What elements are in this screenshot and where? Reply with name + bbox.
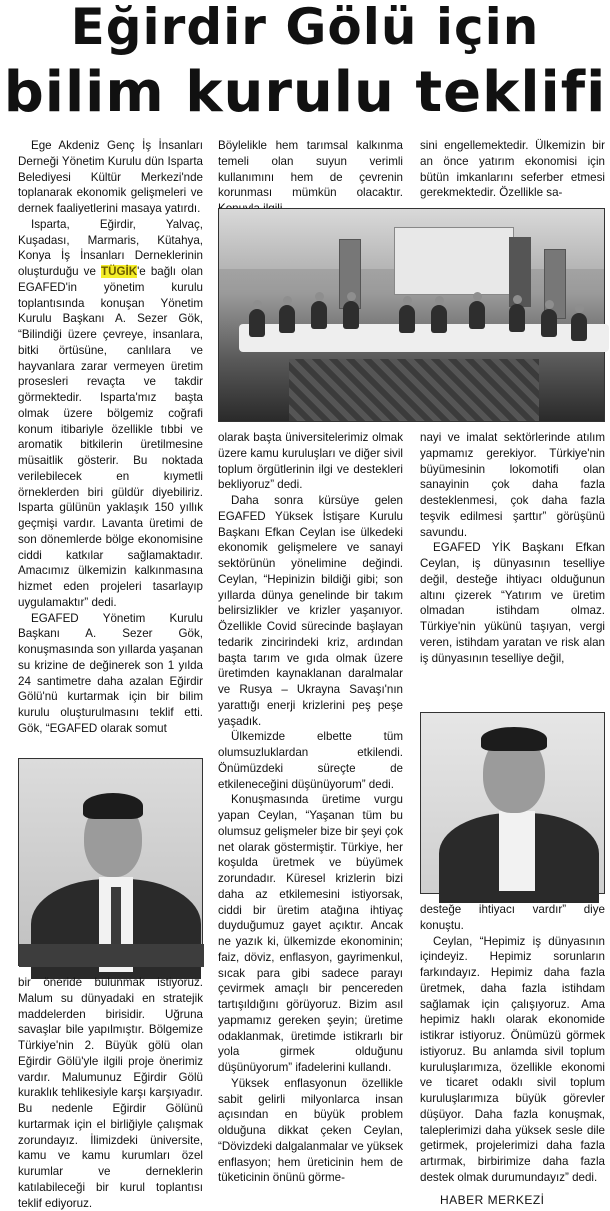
headline-line-1: Eğirdir Gölü için bbox=[70, 0, 540, 56]
paragraph-inflation: Yüksek enflasyonun özellikle sabit gelirli milyonlarca insan açısından en büyük problem olduğuna dikkat çeken Ceylan, “Dövizdeki dalgalanmalar ve yüksek enflasyon; hem üreticinin hem de tüketicinin önünü görme- bbox=[218, 1076, 403, 1185]
paragraph-closing: Ceylan, “Hepimiz iş dünyasının içindeyiz. Hepimiz sorunların farkındayız. Hepimiz daha fazla üretmek, daha fazla istihdam sağlamak için çalışıyoruz. Ama hepimiz haklı olarak ekonomide istikrar istiyoruz. Önümüzü görmek istiyoruz. Bu anlamda sivil toplum kuruluşlarımıza, özellikle ekonomi ve ticaret odaklı sivil toplum kuruluşlarımıza büyük görevler düşüyor. Daha fazla konuşmak, taleplerimizi daha yüksek sesle dile getirmek, projelerimizi daha fazla artırmak, birbirimize daha fazla destek olmak durumundayız” dedi. bbox=[420, 934, 605, 1184]
paragraph-quote-end: desteğe ihtiyacı vardır” diye konuştu. bbox=[420, 903, 605, 932]
article-column-1-top bbox=[18, 138, 203, 746]
paragraph-intro: Ege Akdeniz Genç İş İnsanları Derneği Yönetim Kurulu dün Isparta Belediyesi Kültür Merkezi'nde toplanarak ekonomik gelişmeleri ve dernek faaliyetlerini masaya yatırdı. bbox=[18, 139, 203, 215]
article-column-2-bottom bbox=[218, 430, 403, 1211]
paragraph-production: Konuşmasında üretime vurgu yapan Ceylan, “Yaşanan tüm bu olumsuz gelişmeler bize bir şeyi çok net olarak göstermiştir. Türkiye, her koşulda üretmek ve büyümek zorundadır. Küresel krizlerin bizi daha az etkilemesini istiyorsak, ciddi bir üretim atağına ihtiyaç duyduğumuz gayet açıktır. Ancak ne yazık ki, ülkemizde ekonominin; faiz, döviz, enflasyon, gayrimenkul, sıcak para gibi sadece parayı çevirmek amaçlı bir pencereden tartışıldığını görüyoruz. Bizim asıl yapmamız gereken şeyin; üretime odaklanmak, üretimde istikrarlı bir yola girmek olduğunu düşünüyorum” ifadelerini kullandı. bbox=[218, 793, 403, 1074]
article-column-2-top bbox=[218, 138, 403, 204]
byline: HABER MERKEZİ bbox=[440, 1193, 545, 1207]
paragraph-ceylan-speech: Daha sonra kürsüye gelen EGAFED Yüksek İstişare Kurulu Başkanı Efkan Ceylan ise ülkedeki ekonomik gelişmelere ve sanayi sektörünün yönelimine değindi. Ceylan, “Hepinizin bildiği gibi; son yıllarda dünya genelinde bir takım belirsizlikler ve krizler yaşanıyor. Özellikle Covid sürecinde başlayan tedarik zincirindeki kriz, ardından başta tarım ve gıda olmak üzere üretimden kaynaklanan daralmalar ve Rusya – Ukrayna Savaşı'nın yarattığı enerji krizlerini peş peşe yaşadık. bbox=[218, 494, 403, 728]
article-column-3-bottom bbox=[420, 902, 605, 1192]
portrait-photo-sezer-gok bbox=[18, 758, 203, 966]
portrait-photo-efkan-ceylan bbox=[420, 712, 605, 894]
headline-line-2: bilim kurulu teklifi bbox=[3, 60, 607, 125]
paragraph-text: Isparta, Eğirdir, Yalvaç, Kuşadası, Marmaris, Kütahya, Konya İş İnsanları Derneklerinin oluşturduğu ve bbox=[18, 217, 203, 278]
article-column-1-bottom bbox=[18, 975, 203, 1211]
paragraph-proposal-continued: bir öneride bulunmak istiyoruz. Malum su dünyadaki en stratejik maddelerden birisidir. Uğruna savaşlar bile yapılmıştır. Bölgemize Türkiye'nin 2. Büyük gölü olan Eğirdir Gölü'yle ilgili proje önerimiz vardır. Malumunuz Eğirdir Gölü kuraklık tehlikesiyle karşı karşıyadır. Bu nedenle Eğirdir Gölünü kurtarmak için el birliğiyle çalışmak zorundayız. İlimizdeki üniversite, kamu ve kamu kurumları özel kurumlar ve derneklerin katılabileceği bir kurul toplantısı teklif ediyoruz. bbox=[18, 976, 203, 1210]
paragraph-support-not-consolation: EGAFED YİK Başkanı Efkan Ceylan, iş dünyasının teselliye değil, desteğe ihtiyacı olduğunun altını çizerek “Yatırım ve üretim olmadan istihdam olmaz. Türkiye'nin yükünü taşıyan, vergi veren, istihdam yaratan ve risk alan iş dünyasının teselliye değil, bbox=[420, 541, 605, 665]
paragraph-gok-speech bbox=[18, 217, 203, 611]
paragraph-support-call: olarak başta üniversitelerimiz olmak üzere kamu kuruluşları ve diğer sivil toplum örgütlerinin ilgi ve destekleri bekliyoruz” dedi. bbox=[218, 431, 403, 492]
meeting-photo bbox=[218, 208, 605, 422]
paragraph-continued: Böylelikle hem tarımsal kalkınma temeli olan suyun verimli kullanımını hem de çevrenin korunması mümkün olacaktır. bbox=[218, 139, 403, 200]
paragraph-continued: sini engellemektedir. Ülkemizin bir an önce yatırım ekonomisi için bütün imkanlarını seferber etmesi gerekmektedir. Özellikle sa- bbox=[420, 139, 605, 200]
paragraph-effects: Ülkemizde elbette tüm olumsuzluklardan etkilendi. Önümüzdeki süreçte de etkileneceğini düşünüyorum” dedi. bbox=[218, 730, 403, 791]
paragraph-lake-proposal: EGAFED Yönetim Kurulu Başkanı A. Sezer Gök, konuşmasında son yıllarda yaşanan su krizine de değinerek son 1 yılda 24 santimetre daha azalan Eğirdir Gölü'nü kurtarmak için bir bilim kurulu oluşturulmasını teklif etti. Gök, “EGAFED olarak somut bbox=[18, 611, 203, 735]
paragraph-industry: nayi ve imalat sektörlerinde atılım yapmamız gerekiyor. Türkiye'nin büyümesinin lokomotifi olan sanayinin çok daha fazla desteklenmesi, çok daha fazla teşvik edilmesi şarttır” görüşünü savundu. bbox=[420, 431, 605, 539]
article-column-3-middle bbox=[420, 430, 605, 702]
paragraph-text: 'e bağlı olan EGAFED'in yönetim kurulu toplantısında konuşan Yönetim Kurulu Başkanı A. Sezer Gök, “Bilindiği üzere çevreye, insanlara, bitki örtüsüne, canlılara ve hayvanlara zarar vermeyen üretim prosesleri revaçta ve takdir görmektedir. Isparta'mız başta olmak üzere bölgemiz coğrafi konum itibariyle özellikle tıbbi ve aromatik bitkilerin üretilmesine müsaitlik gösterir. Bu noktada verilebilecek en kıymetli örneklerden biri güldür diyebiliriz. Isparta gülünün yaklaşık 150 yıllık geçmişi vardır. Lavanta üretimi de son dönemlerde bölge ekonomisine ciddi katkılar sağlamaktadır. Amacımız ülkemizin kalkınmasına hizmet eden projeleri tasarlayıp uygulamaktır” dedi. bbox=[18, 265, 203, 609]
highlighted-keyword: TÜGİK bbox=[101, 265, 138, 278]
article-column-3-top bbox=[420, 138, 605, 204]
